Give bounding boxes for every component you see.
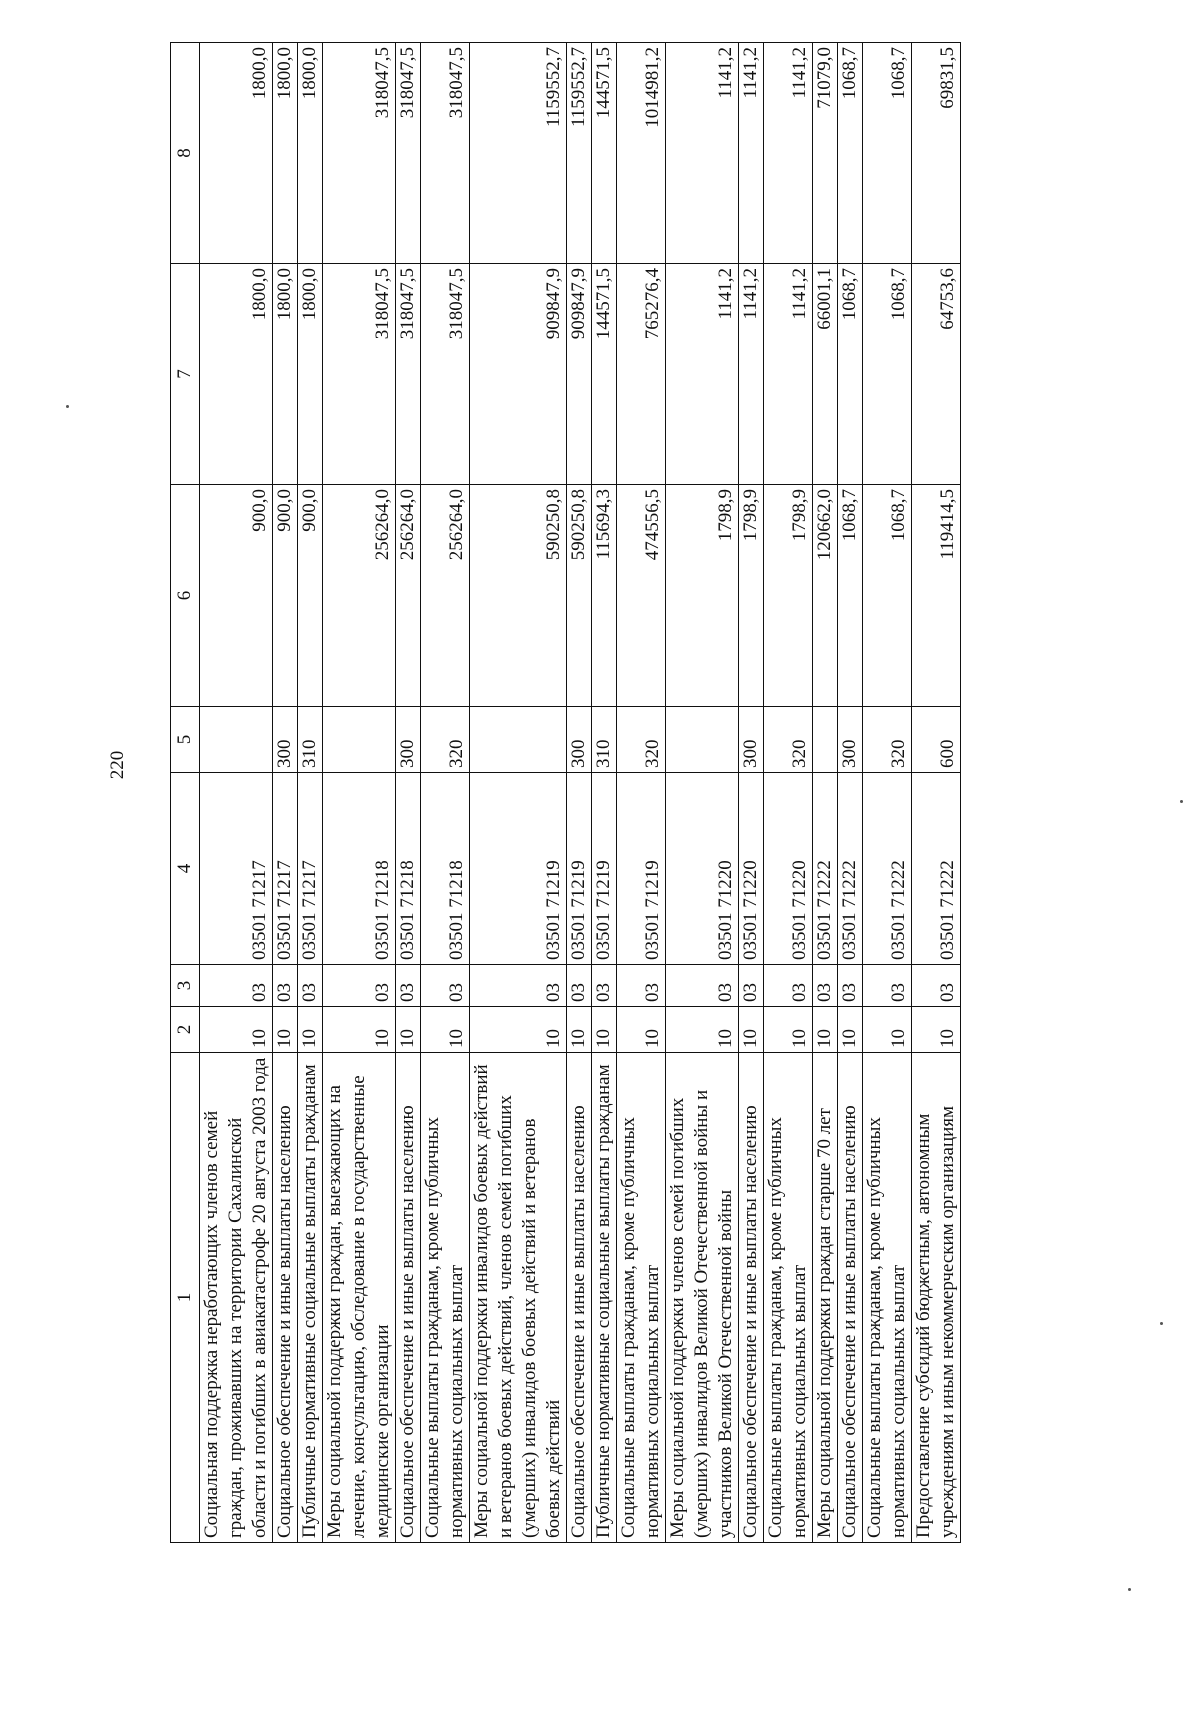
table-row <box>298 43 323 1543</box>
row-value-cell: 256264,0 <box>323 485 396 707</box>
row-value-cell: 318047,5 <box>396 264 421 485</box>
row-value-cell <box>470 707 567 773</box>
table-row <box>396 43 421 1543</box>
row-name-cell: Публичные нормативные социальные выплаты гражданам <box>592 1053 617 1543</box>
row-value-cell: 03 <box>863 965 912 1007</box>
row-value-cell: 300 <box>567 707 592 773</box>
row-value-cell: 590250,8 <box>470 485 567 707</box>
table-body <box>200 43 961 1543</box>
row-value-cell: 10 <box>838 1007 863 1053</box>
row-value-cell: 10 <box>273 1007 298 1053</box>
row-value-cell: 03501 71220 <box>666 773 739 965</box>
row-value-cell: 1800,0 <box>298 43 323 264</box>
scan-speck <box>1160 1322 1163 1325</box>
row-name-cell: Социальные выплаты гражданам, кроме публичных нормативных социальных выплат <box>421 1053 470 1543</box>
row-value-cell: 03 <box>838 965 863 1007</box>
table-row <box>421 43 470 1543</box>
row-value-cell: 1159552,7 <box>470 43 567 264</box>
row-value-cell: 1068,7 <box>838 485 863 707</box>
row-value-cell: 10 <box>323 1007 396 1053</box>
row-value-cell: 1159552,7 <box>567 43 592 264</box>
table-row <box>592 43 617 1543</box>
row-value-cell: 300 <box>838 707 863 773</box>
row-value-cell: 318047,5 <box>396 43 421 264</box>
table-row <box>273 43 298 1543</box>
table-row <box>567 43 592 1543</box>
row-name-cell: Социальное обеспечение и иные выплаты населению <box>567 1053 592 1543</box>
row-value-cell: 10 <box>470 1007 567 1053</box>
row-value-cell: 900,0 <box>298 485 323 707</box>
row-value-cell: 03501 71218 <box>421 773 470 965</box>
table-row <box>813 43 838 1543</box>
row-name-cell: Социальные выплаты гражданам, кроме публичных нормативных социальных выплат <box>617 1053 666 1543</box>
row-value-cell: 66001,1 <box>813 264 838 485</box>
scan-speck <box>1180 800 1183 803</box>
row-value-cell: 318047,5 <box>421 264 470 485</box>
row-value-cell: 10 <box>617 1007 666 1053</box>
row-value-cell: 1800,0 <box>273 264 298 485</box>
budget-table <box>170 42 961 1543</box>
row-name-cell: Социальные выплаты гражданам, кроме публичных нормативных социальных выплат <box>863 1053 912 1543</box>
page-number: 220 <box>107 750 128 780</box>
row-name-cell: Меры социальной поддержки членов семей погибших (умерших) инвалидов Великой Отечественной войны и участников Великой Отечественной войны <box>666 1053 739 1543</box>
row-value-cell: 1800,0 <box>200 43 273 264</box>
row-name-cell: Социальное обеспечение и иные выплаты населению <box>396 1053 421 1543</box>
row-value-cell: 1141,2 <box>739 264 764 485</box>
row-value-cell: 03 <box>912 965 961 1007</box>
row-value-cell: 03501 71220 <box>739 773 764 965</box>
row-value-cell: 1800,0 <box>200 264 273 485</box>
row-value-cell: 600 <box>912 707 961 773</box>
row-value-cell: 900,0 <box>273 485 298 707</box>
row-name-cell: Предоставление субсидий бюджетным, автономным учреждениям и иным некоммерческим организациям <box>912 1053 961 1543</box>
row-value-cell: 318047,5 <box>323 264 396 485</box>
row-value-cell: 03 <box>323 965 396 1007</box>
row-value-cell: 1141,2 <box>666 43 739 264</box>
row-name-cell: Социальные выплаты гражданам, кроме публичных нормативных социальных выплат <box>764 1053 813 1543</box>
table-row <box>764 43 813 1543</box>
row-value-cell: 590250,8 <box>567 485 592 707</box>
header-cell: 4 <box>171 773 200 965</box>
table-row <box>863 43 912 1543</box>
row-value-cell: 03 <box>764 965 813 1007</box>
row-value-cell: 10 <box>813 1007 838 1053</box>
row-value-cell: 03501 71220 <box>764 773 813 965</box>
row-value-cell: 909847,9 <box>567 264 592 485</box>
row-value-cell: 03 <box>470 965 567 1007</box>
scan-speck <box>1128 1588 1131 1591</box>
row-value-cell: 318047,5 <box>421 43 470 264</box>
row-value-cell: 144571,5 <box>592 43 617 264</box>
header-cell: 6 <box>171 485 200 707</box>
table-row <box>470 43 567 1543</box>
row-value-cell: 03501 71222 <box>912 773 961 965</box>
row-value-cell: 03501 71218 <box>396 773 421 965</box>
header-row <box>171 43 200 1543</box>
row-value-cell: 300 <box>739 707 764 773</box>
table-row <box>739 43 764 1543</box>
row-value-cell: 310 <box>592 707 617 773</box>
row-value-cell: 144571,5 <box>592 264 617 485</box>
row-value-cell: 03 <box>739 965 764 1007</box>
row-value-cell: 03501 71219 <box>567 773 592 965</box>
row-value-cell: 03501 71222 <box>863 773 912 965</box>
table-row <box>912 43 961 1543</box>
row-value-cell: 256264,0 <box>396 485 421 707</box>
row-value-cell: 03 <box>617 965 666 1007</box>
row-value-cell: 320 <box>863 707 912 773</box>
row-value-cell: 03 <box>813 965 838 1007</box>
row-value-cell: 10 <box>764 1007 813 1053</box>
row-value-cell: 1014981,2 <box>617 43 666 264</box>
table-row <box>617 43 666 1543</box>
row-value-cell: 120662,0 <box>813 485 838 707</box>
row-value-cell: 1068,7 <box>863 485 912 707</box>
row-value-cell: 03501 71217 <box>298 773 323 965</box>
row-value-cell: 03501 71219 <box>617 773 666 965</box>
row-value-cell <box>813 707 838 773</box>
row-value-cell: 03501 71219 <box>592 773 617 965</box>
row-value-cell: 10 <box>739 1007 764 1053</box>
header-cell: 7 <box>171 264 200 485</box>
row-value-cell: 1800,0 <box>273 43 298 264</box>
row-value-cell: 300 <box>273 707 298 773</box>
row-value-cell: 03501 71217 <box>200 773 273 965</box>
row-value-cell: 320 <box>421 707 470 773</box>
row-value-cell: 64753,6 <box>912 264 961 485</box>
row-value-cell: 1068,7 <box>838 264 863 485</box>
row-value-cell: 10 <box>298 1007 323 1053</box>
scan-speck <box>66 405 69 408</box>
row-value-cell: 03501 71219 <box>470 773 567 965</box>
row-value-cell: 10 <box>912 1007 961 1053</box>
row-value-cell: 03 <box>567 965 592 1007</box>
row-value-cell: 03501 71222 <box>838 773 863 965</box>
row-value-cell: 320 <box>764 707 813 773</box>
row-value-cell: 10 <box>396 1007 421 1053</box>
table-row <box>323 43 396 1543</box>
table-row <box>838 43 863 1543</box>
header-cell: 2 <box>171 1007 200 1053</box>
row-value-cell: 1800,0 <box>298 264 323 485</box>
row-value-cell: 1798,9 <box>764 485 813 707</box>
row-name-cell: Публичные нормативные социальные выплаты гражданам <box>298 1053 323 1543</box>
row-name-cell: Меры социальной поддержки граждан старше 70 лет <box>813 1053 838 1543</box>
row-value-cell: 119414,5 <box>912 485 961 707</box>
header-cell: 5 <box>171 707 200 773</box>
row-value-cell: 1141,2 <box>764 264 813 485</box>
row-value-cell: 256264,0 <box>421 485 470 707</box>
header-cell: 3 <box>171 965 200 1007</box>
table-row <box>666 43 739 1543</box>
row-value-cell: 115694,3 <box>592 485 617 707</box>
row-value-cell: 03 <box>200 965 273 1007</box>
row-value-cell: 1798,9 <box>739 485 764 707</box>
row-value-cell: 03 <box>666 965 739 1007</box>
header-cell: 8 <box>171 43 200 264</box>
row-value-cell <box>323 707 396 773</box>
row-value-cell: 310 <box>298 707 323 773</box>
row-value-cell: 10 <box>863 1007 912 1053</box>
row-value-cell: 10 <box>666 1007 739 1053</box>
header-cell: 1 <box>171 1053 200 1543</box>
row-value-cell: 71079,0 <box>813 43 838 264</box>
row-name-cell: Социальная поддержка неработающих членов семей граждан, проживавших на территории Сахалинской области и погибших в авиакатастрофе 20 августа 2003 года <box>200 1053 273 1543</box>
row-name-cell: Меры социальной поддержки граждан, выезжающих на лечение, консультацию, обследование в государственные медицинские организации <box>323 1053 396 1543</box>
row-name-cell: Социальное обеспечение и иные выплаты населению <box>273 1053 298 1543</box>
row-value-cell <box>200 707 273 773</box>
row-name-cell: Социальное обеспечение и иные выплаты населению <box>739 1053 764 1543</box>
row-value-cell: 320 <box>617 707 666 773</box>
row-value-cell: 909847,9 <box>470 264 567 485</box>
row-value-cell: 03 <box>273 965 298 1007</box>
row-value-cell <box>666 707 739 773</box>
row-value-cell: 1798,9 <box>666 485 739 707</box>
row-value-cell: 765276,4 <box>617 264 666 485</box>
row-value-cell: 10 <box>200 1007 273 1053</box>
row-value-cell: 03 <box>396 965 421 1007</box>
row-name-cell: Меры социальной поддержки инвалидов боевых действий и ветеранов боевых действий, членов семей погибших (умерших) инвалидов боевых действий и ветеранов боевых действий <box>470 1053 567 1543</box>
row-value-cell: 03501 71217 <box>273 773 298 965</box>
row-value-cell: 474556,5 <box>617 485 666 707</box>
row-value-cell: 10 <box>592 1007 617 1053</box>
row-value-cell: 69831,5 <box>912 43 961 264</box>
row-name-cell: Социальное обеспечение и иные выплаты населению <box>838 1053 863 1543</box>
row-value-cell: 03 <box>298 965 323 1007</box>
row-value-cell: 10 <box>567 1007 592 1053</box>
row-value-cell: 1068,7 <box>838 43 863 264</box>
row-value-cell: 03501 71222 <box>813 773 838 965</box>
row-value-cell: 900,0 <box>200 485 273 707</box>
row-value-cell: 1141,2 <box>666 264 739 485</box>
row-value-cell: 300 <box>396 707 421 773</box>
rotated-page <box>170 43 1028 1543</box>
row-value-cell: 1141,2 <box>764 43 813 264</box>
row-value-cell: 1068,7 <box>863 43 912 264</box>
table-row <box>200 43 273 1543</box>
row-value-cell: 03 <box>421 965 470 1007</box>
row-value-cell: 1141,2 <box>739 43 764 264</box>
row-value-cell: 10 <box>421 1007 470 1053</box>
row-value-cell: 318047,5 <box>323 43 396 264</box>
row-value-cell: 03501 71218 <box>323 773 396 965</box>
row-value-cell: 1068,7 <box>863 264 912 485</box>
row-value-cell: 03 <box>592 965 617 1007</box>
